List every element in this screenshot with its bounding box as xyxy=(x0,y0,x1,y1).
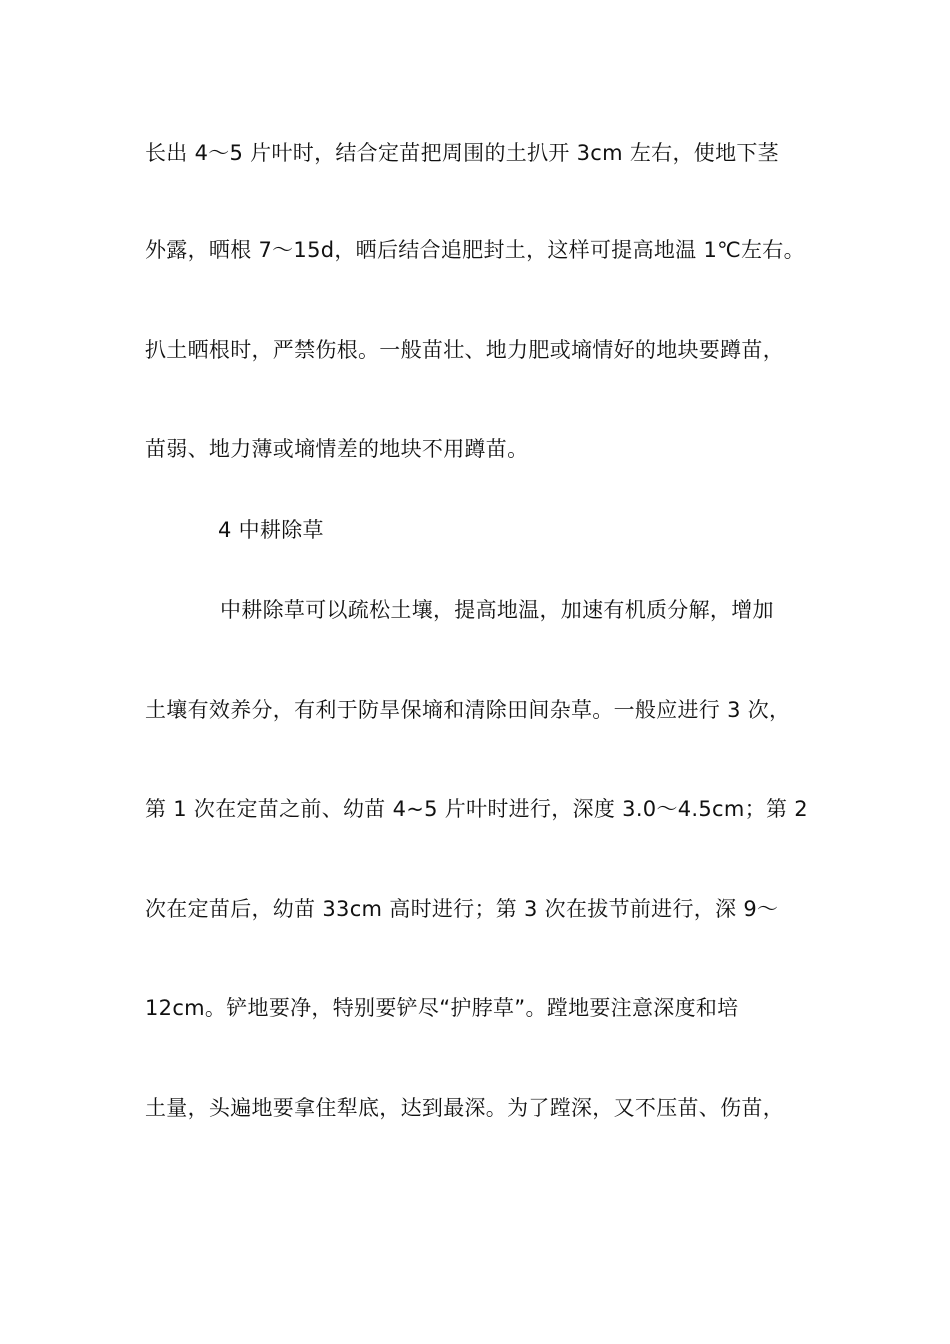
section-heading: 4 中耕除草 xyxy=(218,518,324,542)
paragraph-2-line-2: 土壤有效养分，有利于防旱保墒和清除田间杂草。一般应进行 3 次， xyxy=(145,698,791,722)
paragraph-2-line-4: 次在定苗后，幼苗 33cm 高时进行；第 3 次在拔节前进行，深 9～ xyxy=(145,897,779,921)
paragraph-2-line-6: 土量，头遍地要拿住犁底，达到最深。为了蹚深，又不压苗、伤苗， xyxy=(145,1096,784,1120)
paragraph-1-line-1: 长出 4～5 片叶时，结合定苗把周围的土扒开 3cm 左右，使地下茎 xyxy=(145,141,779,165)
paragraph-2-line-3: 第 1 次在定苗之前、幼苗 4~5 片叶时进行，深度 3.0～4.5cm；第 2 xyxy=(145,797,808,821)
paragraph-2-line-5: 12cm。铲地要净，特别要铲尽“护脖草”。蹚地要注意深度和培 xyxy=(145,996,739,1020)
paragraph-1-line-3: 扒土晒根时，严禁伤根。一般苗壮、地力肥或墒情好的地块要蹲苗， xyxy=(145,338,784,362)
paragraph-1-line-4: 苗弱、地力薄或墒情差的地块不用蹲苗。 xyxy=(145,437,529,461)
paragraph-1-line-2: 外露，晒根 7～15d，晒后结合追肥封土，这样可提高地温 1℃左右。 xyxy=(145,238,805,262)
paragraph-2-line-1: 中耕除草可以疏松土壤，提高地温，加速有机质分解，增加 xyxy=(220,598,774,622)
